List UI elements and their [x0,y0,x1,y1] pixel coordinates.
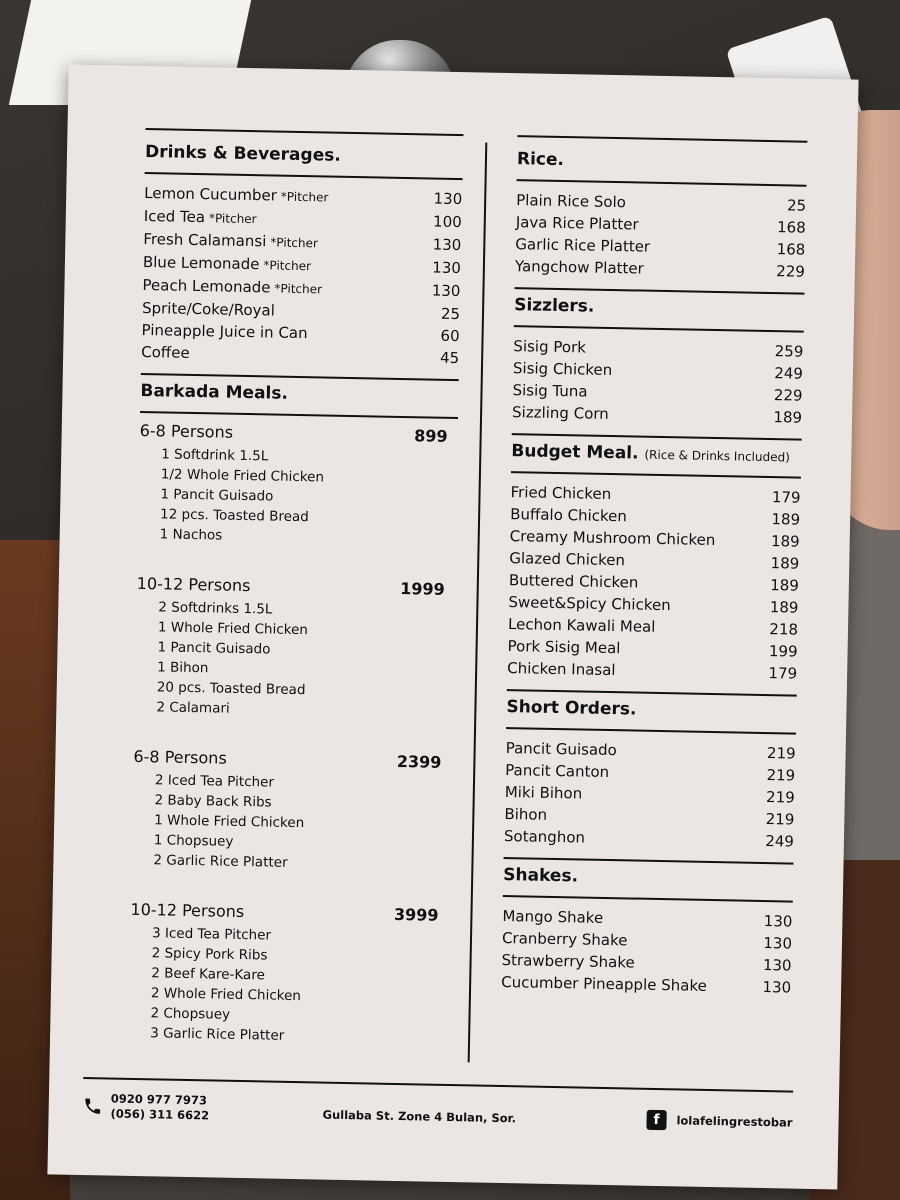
barkada-meal-item: 1 Chopsuey [153,832,234,850]
menu-item-name-text: Buffalo Chicken [510,505,628,526]
menu-card [47,65,858,1190]
menu-item-name-text: Pancit Guisado [505,739,617,760]
menu-item-name-text: Fried Chicken [510,483,612,504]
menu-item [507,657,797,685]
menu-item-price: 189 [770,554,800,573]
sizzlers-section-title: Sizzlers. [513,295,595,317]
menu-item [501,971,791,999]
barkada-meal-header [133,747,451,772]
barkada-meal-item: 1 Nachos [159,526,223,544]
barkada-meal-header [137,574,455,599]
barkada-meal-name: 10-12 Persons [130,899,245,922]
barkada-meal-header [130,900,448,925]
menu-item-price: 249 [774,364,804,383]
menu-item-price: 130 [763,912,793,931]
sizzlers-list [512,327,804,439]
menu-item-name-text: Buttered Chicken [508,571,639,592]
menu-item-price: 189 [771,510,801,529]
menu-item-note: *Pitcher [280,189,329,205]
menu-item [504,825,794,853]
barkada-meal-item: 1 Whole Fried Chicken [154,812,305,832]
short-orders-list [504,729,796,863]
barkada-meal-item: 3 Iced Tea Pitcher [151,925,272,944]
facebook-handle: lolafelingrestobar [676,1113,793,1130]
right-column [501,135,808,1008]
phone-block [82,1091,209,1123]
barkada-meal-item: 2 Spicy Pork Ribs [151,945,268,964]
barkada-meal-item: 1 Pancit Guisado [157,639,271,658]
barkada-meal-item: 1 Softdrink 1.5L [161,446,269,465]
barkada-meal-name: 6-8 Persons [133,746,227,768]
barkada-meal-name: 6-8 Persons [139,420,234,442]
barkada-meal-price: 2399 [396,751,442,772]
phone-number-2: (056) 311 6622 [110,1106,210,1123]
menu-item-note: *Pitcher [274,281,323,297]
barkada-meal [138,421,458,550]
menu-item-price: 229 [776,262,806,281]
budget-title-text: Budget Meal. [511,441,639,464]
menu-item-name-text: Lemon Cucumber [144,183,278,205]
barkada-meal-item: 2 Garlic Rice Platter [153,852,288,871]
menu-item-price: 249 [765,832,795,851]
menu-item [141,341,459,369]
barkada-meal-item: 2 Whole Fried Chicken [150,985,302,1005]
section-rule [517,135,807,143]
menu-item-name-text: Glazed Chicken [509,549,626,570]
facebook-block [646,1110,792,1133]
facebook-icon: f [646,1110,666,1130]
menu-item-price: 229 [773,386,803,405]
menu-item-name-text: Pineapple Juice in Can [141,320,308,343]
menu-item-price: 130 [431,281,461,301]
menu-item-price: 259 [774,342,804,361]
menu-item-name-text: Java Rice Platter [515,213,639,234]
barkada-meal-items [138,444,458,550]
budget-note: (Rice & Drinks Included) [644,447,790,465]
barkada-meal-item: 1 Pancit Guisado [160,486,274,505]
shakes-list [501,897,793,1009]
meal-spacer [134,717,452,745]
menu-item-name-text: Peach Lemonade [142,275,271,297]
phone-icon [83,1096,103,1116]
menu-item-price: 168 [776,218,806,237]
barkada-meal-name: 10-12 Persons [136,573,251,596]
rice-section-title: Rice. [516,149,565,171]
barkada-meal-item: 2 Calamari [156,699,230,717]
menu-item-name-text: Sisig Pork [513,337,587,357]
menu-item-price: 100 [432,212,462,232]
menu-item [512,401,802,429]
meal-spacer [131,870,449,898]
menu-item-price: 168 [776,240,806,259]
menu-item-name-text: Chicken Inasal [507,659,616,680]
menu-item-name-text: Miki Bihon [504,783,583,803]
barkada-meal [131,747,451,876]
menu-item-price: 25 [786,196,807,215]
menu-item-price: 219 [765,810,795,829]
menu-item-price: 130 [432,235,462,255]
barkada-meal-price: 899 [414,426,448,446]
menu-item-note: *Pitcher [263,258,312,274]
menu-item-name-text: Cucumber Pineapple Shake [501,972,707,995]
menu-item-name-text: Coffee [141,342,190,362]
menu-item-name-text: Garlic Rice Platter [515,235,651,256]
barkada-meal [128,900,449,1049]
menu-item-name-text: Plain Rice Solo [516,191,627,212]
footer [82,1091,793,1145]
phone-numbers [110,1092,209,1124]
menu-item-name-text: Sisig Chicken [512,359,613,380]
drinks-list [141,174,463,379]
barkada-meal-header [140,421,458,446]
menu-item-name-text: Sweet&Spicy Chicken [508,593,671,615]
menu-item-price: 189 [769,598,799,617]
menu-item-name-text: Blue Lemonade [142,252,260,274]
menu-item-price: 218 [769,620,799,639]
barkada-section-title: Barkada Meals. [140,380,289,404]
menu-item-name [504,825,744,852]
rice-list [515,181,807,293]
menu-item-name [141,341,409,368]
menu-item-name-text: Fresh Calamansi [143,229,267,251]
menu-item-name-text: Sizzling Corn [511,403,609,423]
barkada-meal-item: 1/2 Whole Fried Chicken [160,466,325,486]
barkada-meal-item: 2 Beef Kare-Kare [151,965,266,984]
menu-item-name [501,971,741,998]
menu-item-price: 60 [440,326,460,346]
menu-item-name-text: Sisig Tuna [512,381,588,401]
meal-spacer [137,544,455,572]
barkada-meal-item: 1 Bihon [157,659,209,677]
barkada-meal-price: 3999 [393,904,439,925]
menu-item [515,255,805,283]
menu-item-price: 219 [766,766,796,785]
menu-item-name-text: Yangchow Platter [514,257,644,278]
menu-item-price: 130 [762,978,792,997]
menu-item-price: 199 [768,642,798,661]
menu-item-price: 179 [768,664,798,683]
menu-item-name-text: Sprite/Coke/Royal [141,298,276,320]
menu-item-price: 219 [766,744,796,763]
menu-item-price: 45 [439,348,460,368]
menu-item-name [515,255,755,282]
barkada-meal-items [134,597,454,723]
barkada-list [128,421,458,1049]
budget-list [507,473,801,695]
menu-item-name-text: Mango Shake [502,907,604,927]
footer-rule [83,1077,793,1093]
shakes-section-title: Shakes. [503,865,579,887]
menu-item-name-text: Strawberry Shake [501,950,635,972]
menu-item-price: 189 [770,576,800,595]
short-orders-section-title: Short Orders. [506,697,637,720]
menu-item-price: 130 [763,934,793,953]
menu-item-name [512,401,752,428]
menu-item-name [507,657,747,684]
menu-item-name-text: Lechon Kawali Meal [507,615,656,636]
budget-section-title [511,435,802,477]
barkada-meal-item: 3 Garlic Rice Platter [149,1025,285,1044]
barkada-meal-item: 2 Chopsuey [150,1005,231,1023]
barkada-meal-item: 2 Iced Tea Pitcher [154,772,275,791]
menu-item-price: 179 [771,488,801,507]
barkada-meal-item: 20 pcs. Toasted Bread [156,679,306,699]
barkada-meal-items [128,923,448,1049]
menu-item-price: 189 [773,408,803,427]
barkada-meal-item: 2 Baby Back Ribs [154,792,272,811]
barkada-meal-items [131,770,451,876]
menu-item-name-text: Sotanghon [503,827,586,847]
phone-number-1: 0920 977 7973 [110,1091,208,1108]
barkada-meal-item: 12 pcs. Toasted Bread [159,506,309,526]
drinks-section-title: Drinks & Beverages. [144,142,341,166]
address: Gullaba St. Zone 4 Bulan, Sor. [322,1107,517,1126]
menu-item-note: *Pitcher [208,211,257,227]
menu-item-price: 189 [770,532,800,551]
menu-item-name-text: Bihon [504,805,548,824]
menu-item-note: *Pitcher [270,235,319,251]
menu-item-name-text: Iced Tea [143,206,206,227]
menu-item-price: 130 [432,258,462,278]
menu-item-price: 219 [765,788,795,807]
barkada-meal-price: 1999 [400,578,445,599]
barkada-meal-item: 1 Whole Fried Chicken [157,619,309,639]
left-column [128,128,464,1049]
menu-item-name-text: Cranberry Shake [501,929,628,950]
menu-item-price: 25 [440,304,461,324]
barkada-meal-item: 2 Softdrinks 1.5L [158,599,273,618]
barkada-meal [134,574,455,723]
menu-item-name-text: Creamy Mushroom Chicken [509,527,716,550]
menu-item-price: 130 [762,956,792,975]
section-rule [145,128,463,136]
menu-item-price: 130 [433,189,463,209]
column-divider [468,143,488,1063]
menu-item-name-text: Pancit Canton [505,761,610,782]
menu-item-name-text: Pork Sisig Meal [507,637,621,658]
